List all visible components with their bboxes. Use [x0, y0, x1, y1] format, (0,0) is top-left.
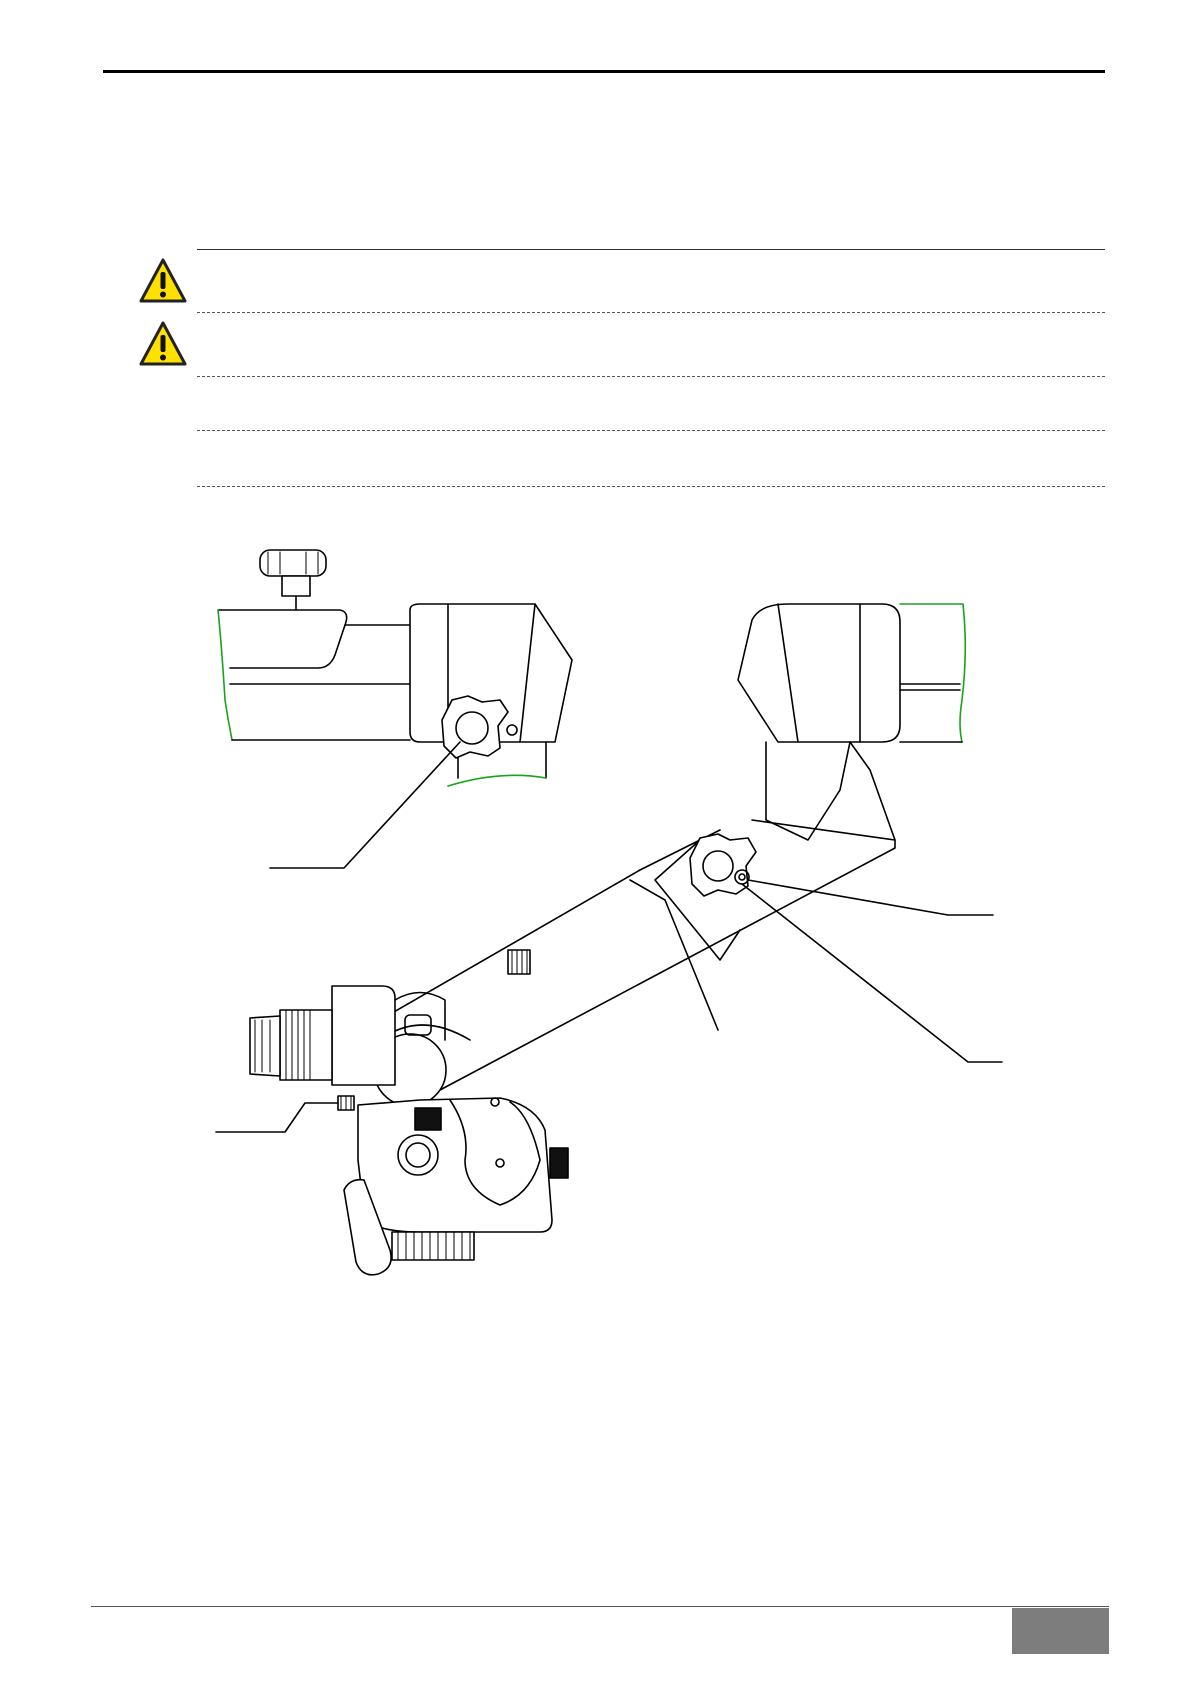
microscope-head [216, 986, 568, 1275]
callout-label-1 [270, 846, 330, 866]
left-horizontal-arm [218, 550, 572, 868]
callout-label-4 [216, 1110, 276, 1130]
footer-rule [91, 1606, 1109, 1607]
page-number-box [1012, 1608, 1109, 1654]
callout-label-3 [955, 1040, 1015, 1060]
right-horizontal-arm [738, 604, 965, 840]
callout-label-2 [946, 893, 1006, 913]
inclined-arm [380, 820, 1002, 1090]
